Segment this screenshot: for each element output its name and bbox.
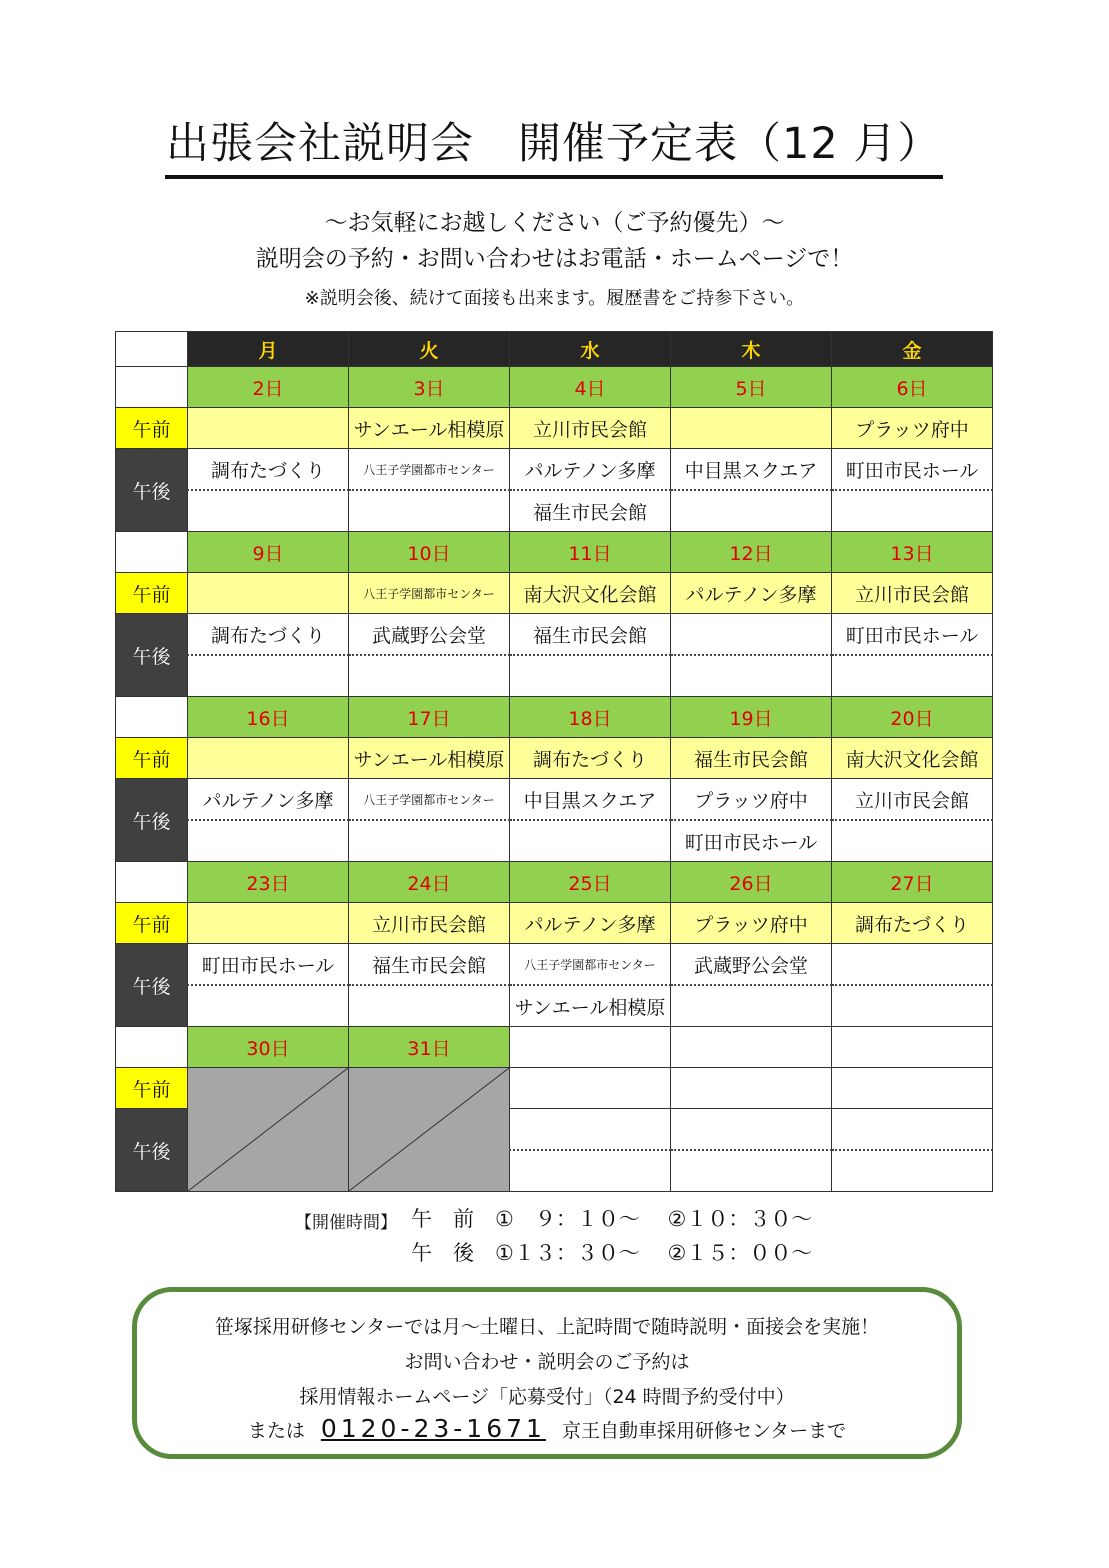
pm-venue-cell [832, 655, 993, 697]
date-cell: 3日 [349, 367, 510, 408]
weekday-cell: 火 [349, 332, 510, 367]
hours-pm: 午 後 ①１３：３０～ ②１５：００～ [411, 1241, 813, 1265]
am-venue-cell [188, 903, 349, 944]
date-cell: 27日 [832, 862, 993, 903]
pm-venue-cell: 福生市民会館 [510, 490, 671, 532]
empty-cell [671, 1109, 832, 1151]
am-label: 午前 [116, 573, 188, 614]
pm-venue-cell [349, 820, 510, 862]
pm-venue-cell: 町田市民ホール [832, 614, 993, 656]
pm-venue-cell: プラッツ府中 [671, 779, 832, 821]
empty-cell [832, 1027, 993, 1068]
weekday-header-row [116, 332, 993, 367]
pm-venue-cell: 調布たづくり [188, 449, 349, 491]
pm-venue-cell [510, 820, 671, 862]
date-cell: 5日 [671, 367, 832, 408]
pm-row [116, 985, 993, 1027]
am-venue-cell: 福生市民会館 [671, 738, 832, 779]
pm-venue-cell: 町田市民ホール [188, 944, 349, 986]
pm-venue-cell: 中目黒スクエア [510, 779, 671, 821]
empty-cell [671, 1068, 832, 1109]
empty-cell [510, 1150, 671, 1192]
pm-row [116, 655, 993, 697]
pm-venue-cell: パルテノン多摩 [510, 449, 671, 491]
empty-cell [832, 1109, 993, 1151]
date-row [116, 697, 993, 738]
date-cell: 11日 [510, 532, 671, 573]
am-venue-cell: プラッツ府中 [671, 903, 832, 944]
contact-box [132, 1287, 962, 1459]
intro-tagline: ～お気軽にお越しください（ご予約優先）～ [324, 210, 785, 236]
empty-cell [510, 1027, 671, 1068]
date-cell: 4日 [510, 367, 671, 408]
pm-venue-cell [188, 490, 349, 532]
date-cell: 17日 [349, 697, 510, 738]
empty-cell [671, 1027, 832, 1068]
unavailable-cell [349, 1068, 510, 1192]
pm-venue-cell: 八王子学園都市センター [349, 449, 510, 491]
pm-venue-cell: 八王子学園都市センター [349, 779, 510, 821]
date-row [116, 1027, 993, 1068]
pm-label: 午後 [116, 614, 188, 697]
diagonal-slash [188, 1068, 348, 1191]
am-venue-cell: 南大沢文化会館 [510, 573, 671, 614]
pm-venue-cell [671, 614, 832, 656]
am-label: 午前 [116, 738, 188, 779]
am-row [116, 573, 993, 614]
contact-line-4 [137, 1414, 957, 1443]
am-label: 午前 [116, 408, 188, 449]
date-cell: 19日 [671, 697, 832, 738]
date-cell: 13日 [832, 532, 993, 573]
pm-venue-cell [832, 944, 993, 986]
hours-am: 午 前 ① ９：１０～ ②１０：３０～ [411, 1207, 813, 1231]
empty-cell [832, 1150, 993, 1192]
am-venue-cell: 立川市民会館 [510, 408, 671, 449]
title-underline [165, 175, 943, 179]
empty-cell [510, 1068, 671, 1109]
pm-venue-cell [349, 490, 510, 532]
date-row-spacer [116, 532, 188, 573]
date-row-spacer [116, 862, 188, 903]
pm-venue-cell [832, 490, 993, 532]
am-venue-cell: サンエール相模原 [349, 738, 510, 779]
page-title: 出張会社説明会 開催予定表（12 月） [166, 119, 942, 169]
am-venue-cell: 八王子学園都市センター [349, 573, 510, 614]
pm-row [116, 779, 993, 821]
pm-venue-cell: 福生市民会館 [349, 944, 510, 986]
date-cell: 25日 [510, 862, 671, 903]
date-cell: 23日 [188, 862, 349, 903]
date-row-spacer [116, 1027, 188, 1068]
date-row-spacer [116, 367, 188, 408]
pm-venue-cell: 中目黒スクエア [671, 449, 832, 491]
am-venue-cell: 南大沢文化会館 [832, 738, 993, 779]
pm-label: 午後 [116, 449, 188, 532]
pm-venue-cell [832, 985, 993, 1027]
pm-venue-cell: サンエール相模原 [510, 985, 671, 1027]
empty-cell [671, 1150, 832, 1192]
diagonal-slash [349, 1068, 509, 1191]
intro-contact-note: 説明会の予約・お問い合わせはお電話・ホームページで！ [255, 246, 854, 272]
am-row [116, 738, 993, 779]
am-venue-cell: 調布たづくり [832, 903, 993, 944]
empty-cell [832, 1068, 993, 1109]
pm-row [116, 490, 993, 532]
pm-venue-cell [671, 655, 832, 697]
pm-venue-cell [188, 820, 349, 862]
am-venue-cell: 立川市民会館 [349, 903, 510, 944]
date-cell: 12日 [671, 532, 832, 573]
contact-suffix: 京王自動車採用研修センターまで [561, 1420, 847, 1442]
am-row [116, 903, 993, 944]
date-cell: 30日 [188, 1027, 349, 1068]
date-cell: 16日 [188, 697, 349, 738]
contact-line-3: 採用情報ホームページ「応募受付」（24 時間予約受付中） [299, 1386, 795, 1408]
am-venue-cell [188, 573, 349, 614]
contact-line-2: お問い合わせ・説明会のご予約は [404, 1351, 690, 1373]
pm-venue-cell: 調布たづくり [188, 614, 349, 656]
pm-venue-cell [671, 985, 832, 1027]
am-label: 午前 [116, 903, 188, 944]
date-cell: 24日 [349, 862, 510, 903]
pm-label: 午後 [116, 1109, 188, 1192]
am-venue-cell: サンエール相模原 [349, 408, 510, 449]
pm-venue-cell: 武蔵野公会堂 [349, 614, 510, 656]
date-cell: 18日 [510, 697, 671, 738]
am-venue-cell [671, 408, 832, 449]
date-row-spacer [116, 697, 188, 738]
am-venue-cell: 調布たづくり [510, 738, 671, 779]
intro-interview-note: ※説明会後、続けて面接も出来ます。履歴書をご持参下さい。 [304, 288, 805, 309]
weekday-cell: 月 [188, 332, 349, 367]
hours-label: 【開催時間】 [295, 1213, 397, 1233]
pm-venue-cell [671, 490, 832, 532]
pm-venue-cell [349, 655, 510, 697]
contact-prefix: または [247, 1420, 305, 1442]
date-cell: 31日 [349, 1027, 510, 1068]
date-cell: 6日 [832, 367, 993, 408]
date-row [116, 862, 993, 903]
pm-row [116, 820, 993, 862]
phone-number[interactable]: 0120-23-1671 [320, 1414, 546, 1443]
pm-venue-cell [510, 655, 671, 697]
pm-label: 午後 [116, 944, 188, 1027]
am-venue-cell: プラッツ府中 [832, 408, 993, 449]
am-venue-cell: 立川市民会館 [832, 573, 993, 614]
date-cell: 2日 [188, 367, 349, 408]
pm-venue-cell: 八王子学園都市センター [510, 944, 671, 986]
pm-venue-cell: 立川市民会館 [832, 779, 993, 821]
am-row [116, 408, 993, 449]
schedule-table [115, 331, 993, 1192]
date-cell: 10日 [349, 532, 510, 573]
am-venue-cell [188, 738, 349, 779]
am-venue-cell [188, 408, 349, 449]
am-row [116, 1068, 993, 1109]
pm-label: 午後 [116, 779, 188, 862]
pm-venue-cell: 武蔵野公会堂 [671, 944, 832, 986]
am-label: 午前 [116, 1068, 188, 1109]
pm-row [116, 614, 993, 656]
pm-venue-cell [188, 655, 349, 697]
am-venue-cell: パルテノン多摩 [671, 573, 832, 614]
weekday-cell: 金 [832, 332, 993, 367]
pm-row [116, 449, 993, 491]
contact-line-1: 笹塚採用研修センターでは月～土曜日、上記時間で随時説明・面接会を実施！ [214, 1316, 880, 1338]
empty-cell [510, 1109, 671, 1151]
pm-row [116, 944, 993, 986]
date-row [116, 532, 993, 573]
pm-venue-cell: 町田市民ホール [832, 449, 993, 491]
unavailable-cell [188, 1068, 349, 1192]
pm-venue-cell: 福生市民会館 [510, 614, 671, 656]
pm-venue-cell: 町田市民ホール [671, 820, 832, 862]
date-cell: 9日 [188, 532, 349, 573]
weekday-cell: 水 [510, 332, 671, 367]
am-venue-cell: パルテノン多摩 [510, 903, 671, 944]
pm-venue-cell [188, 985, 349, 1027]
pm-venue-cell [349, 985, 510, 1027]
date-cell: 26日 [671, 862, 832, 903]
corner-cell [116, 332, 188, 367]
pm-venue-cell: パルテノン多摩 [188, 779, 349, 821]
weekday-cell: 木 [671, 332, 832, 367]
date-row [116, 367, 993, 408]
date-cell: 20日 [832, 697, 993, 738]
pm-venue-cell [832, 820, 993, 862]
